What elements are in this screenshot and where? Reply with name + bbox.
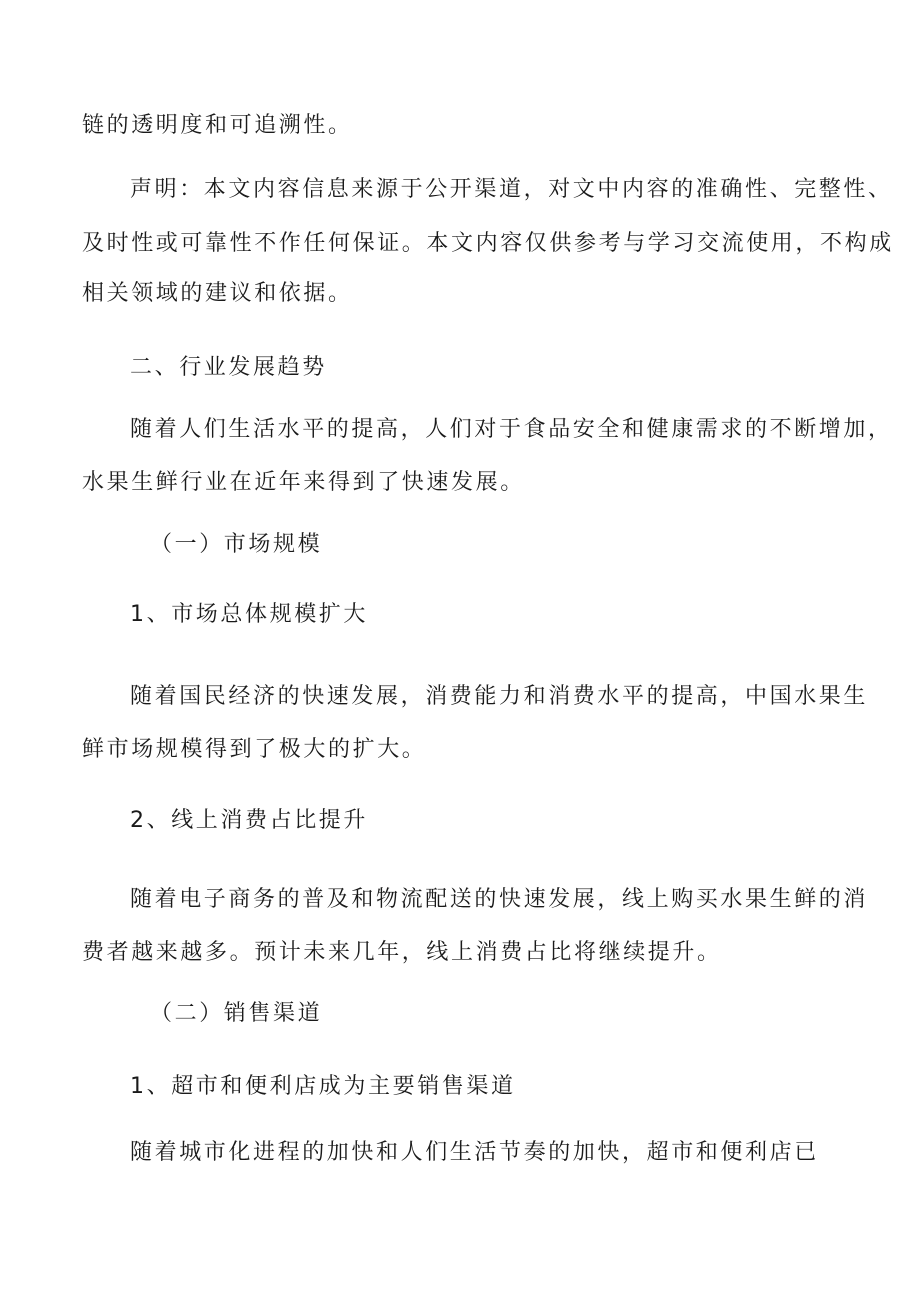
subsection-heading: （一）市场规模 <box>150 532 323 557</box>
paragraph-line: 水果生鲜行业在近年来得到了快速发展。 <box>82 470 525 495</box>
disclaimer-line: 声明：本文内容信息来源于公开渠道，对文中内容的准确性、完整性、 <box>130 177 893 202</box>
disclaimer-line: 相关领域的建议和依据。 <box>82 281 353 306</box>
disclaimer-line: 及时性或可靠性不作任何保证。本文内容仅供参考与学习交流使用，不构成 <box>82 231 894 256</box>
paragraph-line: 随着国民经济的快速发展，消费能力和消费水平的提高，中国水果生 <box>130 684 869 709</box>
paragraph-line: 随着人们生活水平的提高，人们对于食品安全和健康需求的不断增加， <box>130 417 893 442</box>
paragraph-line: 链的透明度和可追溯性。 <box>82 113 353 138</box>
item-heading: 2、线上消费占比提升 <box>130 808 368 833</box>
item-heading: 1、市场总体规模扩大 <box>130 602 368 627</box>
paragraph-line: 费者越来越多。预计未来几年，线上消费占比将继续提升。 <box>82 940 722 965</box>
paragraph-line: 鲜市场规模得到了极大的扩大。 <box>82 737 427 762</box>
paragraph-line: 随着城市化进程的加快和人们生活节奏的加快，超市和便利店已 <box>130 1140 819 1165</box>
item-heading: 1、超市和便利店成为主要销售渠道 <box>130 1074 516 1099</box>
subsection-heading: （二）销售渠道 <box>150 1001 323 1026</box>
section-heading: 二、行业发展趋势 <box>130 355 327 380</box>
paragraph-line: 随着电子商务的普及和物流配送的快速发展，线上购买水果生鲜的消 <box>130 887 869 912</box>
